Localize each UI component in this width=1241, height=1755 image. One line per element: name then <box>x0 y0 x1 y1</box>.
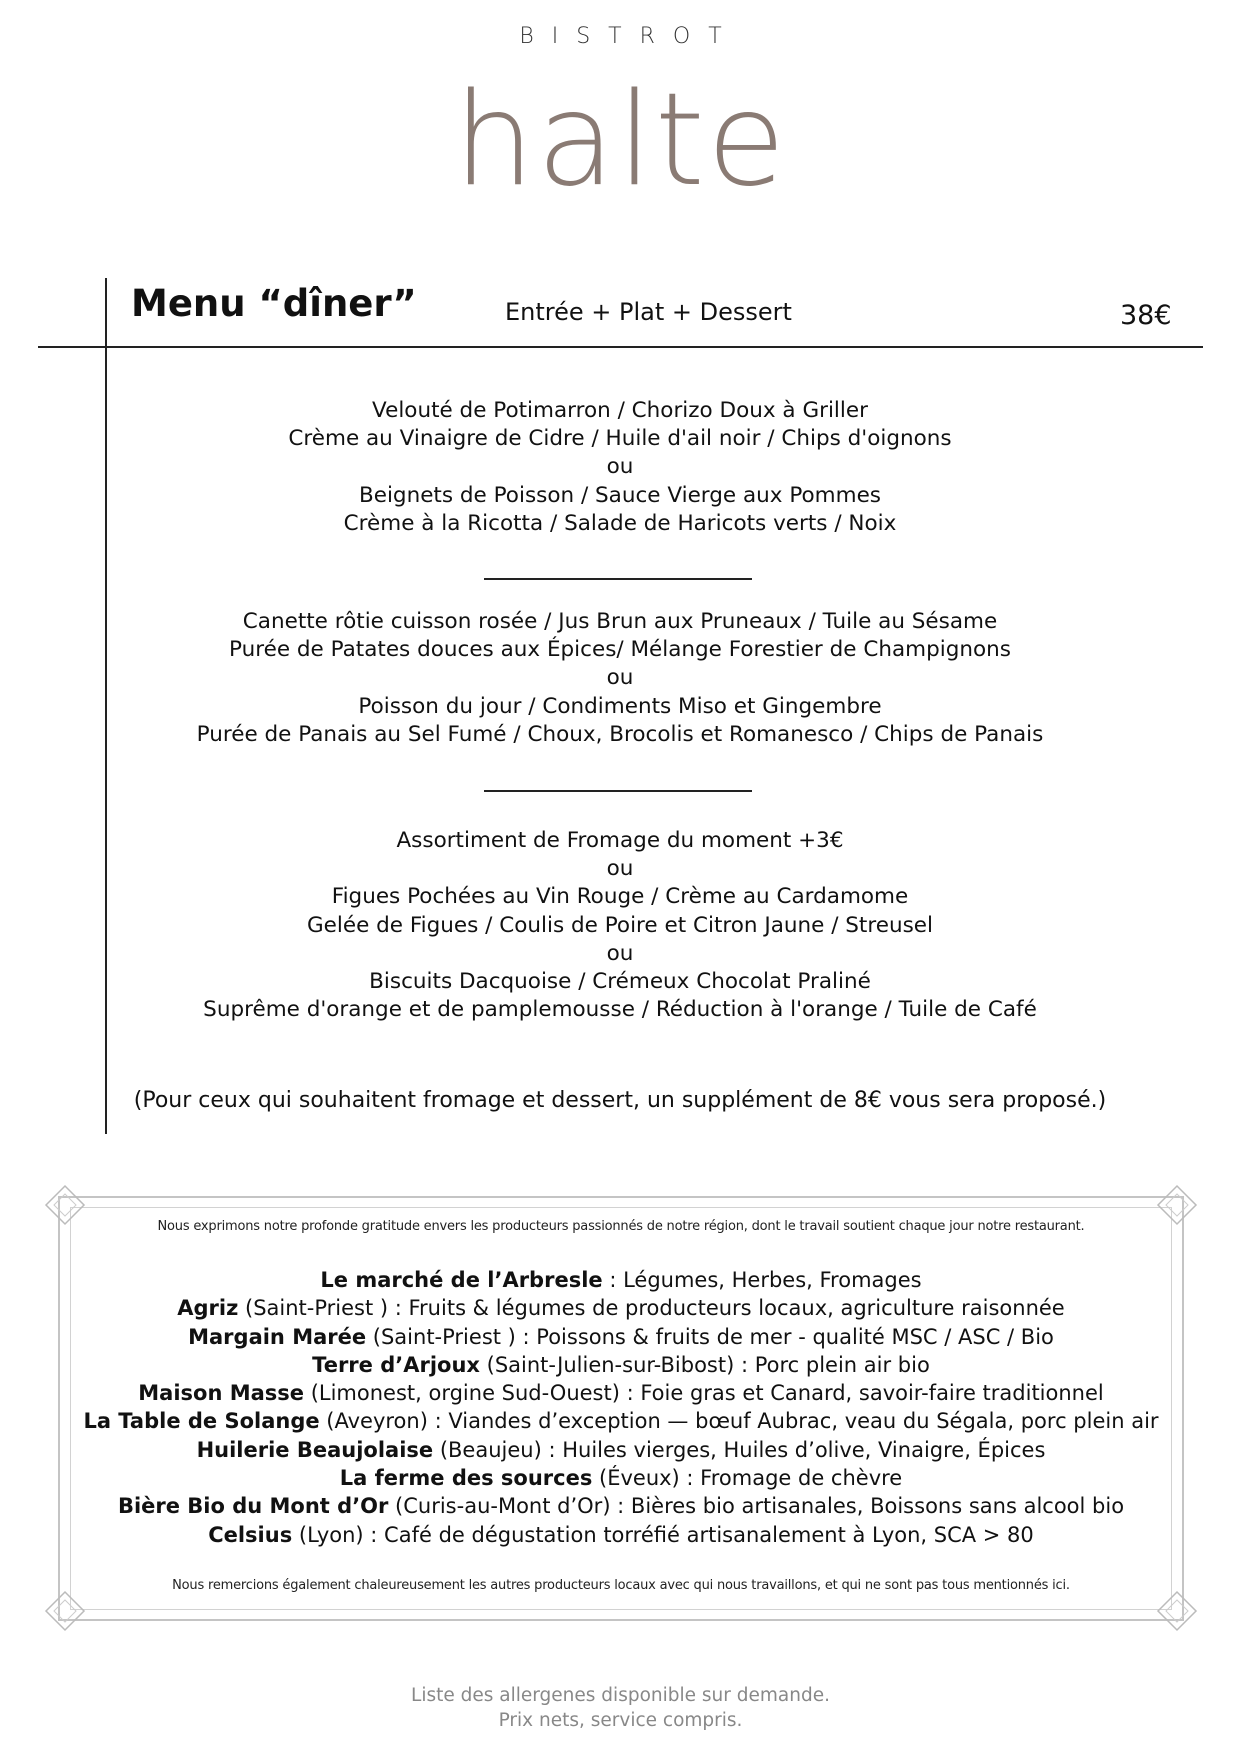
course-separator <box>484 578 752 580</box>
producer-detail: (Curis-au-Mont d’Or) : Bières bio artisanales, Boissons sans alcool bio <box>388 1494 1125 1519</box>
menu-line: ou <box>606 940 634 966</box>
menu-line: Figues Pochées au Vin Rouge / Crème au Cardamome <box>331 884 909 910</box>
menu-line: Purée de Panais au Sel Fumé / Choux, Brocolis et Romanesco / Chips de Panais <box>196 721 1044 747</box>
producer-line <box>70 1436 1172 1464</box>
producer-detail: (Saint-Priest ) : Poissons & fruits de mer - qualité MSC / ASC / Bio <box>366 1324 1054 1349</box>
producer-name: La ferme des sources <box>339 1466 593 1491</box>
allergen-note: Liste des allergenes disponible sur demande. <box>411 1685 830 1706</box>
producer-detail: (Aveyron) : Viandes d’exception — bœuf Aubrac, veau du Ségala, porc plein air <box>319 1409 1159 1434</box>
producers-outro: Nous remercions également chaleureusement les autres producteurs locaux avec qui nous travaillons, et qui ne sont pas tous mentionnés ici. <box>172 1578 1070 1593</box>
producer-line <box>70 1323 1172 1351</box>
producer-detail: : Légumes, Herbes, Fromages <box>602 1268 922 1292</box>
supplement-note: (Pour ceux qui souhaitent fromage et dessert, un supplément de 8€ vous sera proposé.) <box>133 1088 1107 1113</box>
menu-price: 38€ <box>1120 300 1172 331</box>
producer-name: Margain Marée <box>188 1324 367 1349</box>
producer-name: Terre d’Arjoux <box>312 1352 480 1377</box>
producer-line <box>70 1294 1172 1322</box>
mains-section <box>120 608 1120 749</box>
producer-name: Celsius <box>208 1522 293 1547</box>
brand-tagline: BISTROT <box>519 24 740 49</box>
menu-line: ou <box>606 665 634 691</box>
menu-line: Crème à la Ricotta / Salade de Haricots verts / Noix <box>343 510 897 536</box>
menu-line: Canette rôtie cuisson rosée / Jus Brun aux Pruneaux / Tuile au Sésame <box>242 609 998 634</box>
course-separator <box>484 790 752 792</box>
ornament-corner-icon <box>42 1588 88 1634</box>
producer-detail: (Saint-Priest ) : Fruits & légumes de producteurs locaux, agriculture raisonnée <box>238 1296 1065 1321</box>
producer-detail: (Limonest, orgine Sud-Ouest) : Foie gras et Canard, savoir-faire traditionnel <box>304 1381 1104 1406</box>
producer-name: Agriz <box>177 1296 239 1321</box>
producer-line <box>70 1407 1172 1435</box>
brand-logo: halte <box>453 66 788 215</box>
producer-detail: (Saint-Julien-sur-Bibost) : Porc plein air bio <box>479 1352 930 1377</box>
menu-line: Beignets de Poisson / Sauce Vierge aux Pommes <box>358 482 881 508</box>
producer-line <box>70 1379 1172 1407</box>
producers-list <box>70 1266 1172 1549</box>
producer-line <box>70 1464 1172 1492</box>
menu-line: Gelée de Figues / Coulis de Poire et Citron Jaune / Streusel <box>307 912 933 938</box>
producers-intro: Nous exprimons notre profonde gratitude envers les producteurs passionnés de notre région, dont le travail soutient chaque jour notre restaurant. <box>157 1219 1085 1234</box>
horizontal-divider <box>38 346 1203 348</box>
menu-line: ou <box>606 856 634 882</box>
producer-detail: (Éveux) : Fromage de chèvre <box>592 1466 903 1491</box>
producer-name: Le marché de l’Arbresle <box>320 1268 603 1292</box>
ornament-corner-icon <box>1154 1588 1200 1634</box>
footer <box>0 1683 1241 1733</box>
menu-line: Suprême d'orange et de pamplemousse / Réduction à l'orange / Tuile de Café <box>203 997 1037 1023</box>
producer-name: Huilerie Beaujolaise <box>196 1437 434 1462</box>
menu-line: Poisson du jour / Condiments Miso et Gingembre <box>358 693 882 719</box>
producer-detail: (Lyon) : Café de dégustation torréfié artisanalement à Lyon, SCA > 80 <box>292 1522 1034 1547</box>
menu-line: Velouté de Potimarron / Chorizo Doux à Griller <box>372 398 868 423</box>
producer-line <box>70 1492 1172 1520</box>
desserts-section <box>120 827 1120 1024</box>
menu-line: Purée de Patates douces aux Épices/ Mélange Forestier de Champignons <box>229 637 1011 663</box>
menu-line: Biscuits Dacquoise / Crémeux Chocolat Praliné <box>369 969 871 995</box>
menu-title: Menu “dîner” <box>131 282 417 325</box>
producer-name: La Table de Solange <box>83 1409 320 1434</box>
producer-line <box>70 1521 1172 1549</box>
menu-subtitle: Entrée + Plat + Dessert <box>505 298 792 326</box>
producer-line <box>70 1351 1172 1379</box>
producer-name: Bière Bio du Mont d’Or <box>117 1494 389 1519</box>
menu-line: Assortiment de Fromage du moment +3€ <box>396 828 844 853</box>
price-note: Prix nets, service compris. <box>498 1710 743 1731</box>
producer-line <box>70 1266 1172 1294</box>
producer-name: Maison Masse <box>138 1381 305 1406</box>
menu-line: ou <box>606 454 634 480</box>
starters-section <box>120 397 1120 538</box>
menu-line: Crème au Vinaigre de Cidre / Huile d'ail noir / Chips d'oignons <box>288 426 952 452</box>
vertical-divider <box>105 278 107 1134</box>
producer-detail: (Beaujeu) : Huiles vierges, Huiles d’olive, Vinaigre, Épices <box>433 1437 1046 1462</box>
